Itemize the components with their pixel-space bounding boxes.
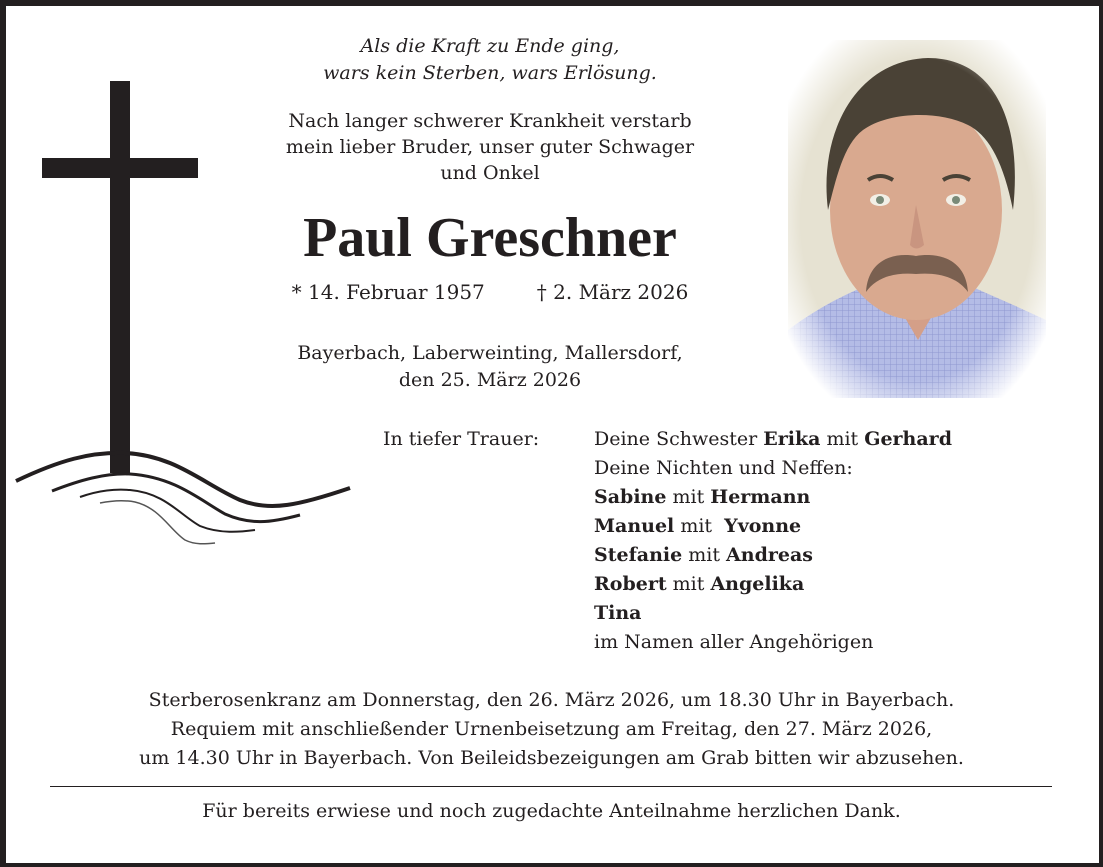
service-line-1: Sterberosenkranz am Donnerstag, den 26. März 2026, um 18.30 Uhr in Bayerbach.: [148, 689, 955, 711]
motto-line-2: wars kein Sterben, wars Erlösung.: [323, 62, 657, 84]
motto: [240, 33, 740, 87]
mourner-line: Stefanie mit Andreas: [594, 544, 813, 566]
motto-line-1: Als die Kraft zu Ende ging,: [360, 35, 620, 57]
portrait-photo: [788, 40, 1046, 398]
mourner-line: im Namen aller Angehörigen: [594, 631, 874, 653]
intro-line-3: und Onkel: [440, 162, 540, 184]
place-line: Bayerbach, Laberweinting, Mallersdorf,: [297, 342, 683, 364]
mourner-line: Deine Schwester Erika mit Gerhard: [594, 428, 952, 450]
birth-date: * 14. Februar 1957: [291, 280, 485, 304]
intro-line-2: mein lieber Bruder, unser guter Schwager: [285, 136, 695, 158]
mourner-line: Sabine mit Hermann: [594, 486, 811, 508]
divider: [50, 786, 1052, 787]
date-line: den 25. März 2026: [398, 369, 582, 391]
thanks-note: Für bereits erwiese und noch zugedachte Anteilnahme herzlichen Dank.: [202, 800, 901, 822]
service-info: [40, 686, 1063, 773]
place-and-date: [230, 340, 750, 394]
death-date: † 2. März 2026: [536, 280, 689, 304]
intro-line-1: Nach langer schwerer Krankheit verstarb: [288, 110, 692, 132]
service-line-2: Requiem mit anschließender Urnenbeisetzung am Freitag, den 27. März 2026,: [170, 718, 933, 740]
service-line-3: um 14.30 Uhr in Bayerbach. Von Beileidsbezeigungen am Grab bitten wir abzusehen.: [139, 747, 964, 769]
mourners-list: [594, 425, 952, 657]
mourning-label: In tiefer Trauer:: [383, 428, 540, 450]
life-dates: [230, 279, 750, 305]
mourner-line: Robert mit Angelika: [594, 573, 805, 595]
mourner-line: Tina: [594, 602, 642, 624]
intro-text: [230, 108, 750, 186]
mourner-line: Deine Nichten und Neffen:: [594, 457, 853, 479]
deceased-name: Paul Greschner: [303, 207, 677, 269]
mourner-line: Manuel mit Yvonne: [594, 515, 802, 537]
